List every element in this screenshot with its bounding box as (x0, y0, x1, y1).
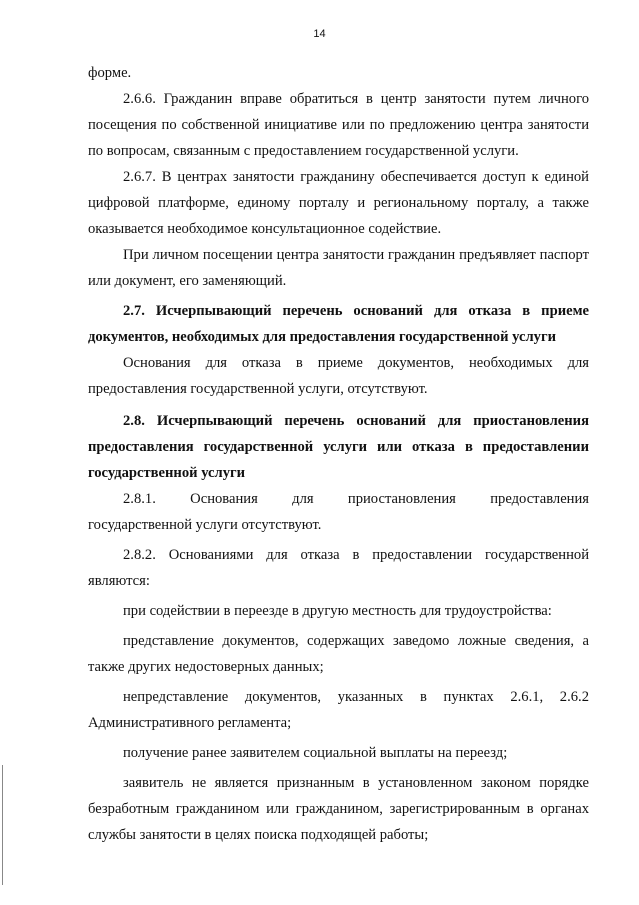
paragraph-continuation: форме. (88, 65, 132, 81)
page-number: 14 (313, 28, 326, 40)
paragraph-personal-visit: При личном посещении центра занятости гражданин предъявляет паспорт или документ, его заменяющий. (88, 247, 589, 289)
word: для (292, 491, 314, 507)
list-item: заявитель не является признанным в установленном законом порядке безработным гражданином или гражданином, зарегистрированным в органах службы занятости в целях поиска подходящей работы; (88, 775, 589, 843)
paragraph-2-8-1-tail: государственной услуги отсутствуют. (88, 517, 322, 533)
paragraph-2-6-6: 2.6.6. Гражданин вправе обратиться в центр занятости путем личного посещения по собственной инициативе или по предложению центра занятости по вопросам, связанным с предоставлением государственной услуги. (88, 91, 589, 159)
page-body (88, 60, 589, 848)
word: Основания (190, 491, 258, 507)
word: 2.8.1. (123, 491, 156, 507)
heading-2-8: 2.8. Исчерпывающий перечень оснований для приостановления предоставления государственной услуги или отказа в предоставлении государственной услуги (88, 413, 589, 481)
paragraph-no-refusal-grounds: Основания для отказа в приеме документов, необходимых для предоставления государственной услуги, отсутствуют. (88, 355, 589, 397)
word: приостановления (347, 491, 456, 507)
paragraph-2-8-1-first-line (88, 486, 589, 512)
paragraph-2-6-7: 2.6.7. В центрах занятости гражданину обеспечивается доступ к единой цифровой платформе, единому порталу и региональному порталу, а также оказывается необходимое консультационное содействие. (88, 169, 589, 237)
word: предоставления (490, 491, 589, 507)
list-item: представление документов, содержащих заведомо ложные сведения, а также других недостоверных данных; (88, 633, 589, 675)
list-item: получение ранее заявителем социальной выплаты на переезд; (123, 745, 508, 761)
heading-2-7: 2.7. Исчерпывающий перечень оснований для отказа в приеме документов, необходимых для предоставления государственной услуги (88, 303, 589, 345)
list-item: непредставление документов, указанных в пунктах 2.6.1, 2.6.2 Административного регламента; (88, 689, 589, 731)
list-item: при содействии в переезде в другую местность для трудоустройства: (123, 603, 552, 619)
paragraph-2-8-2: 2.8.2. Основаниями для отказа в предоставлении государственной являются: (88, 547, 589, 589)
scan-edge-line (2, 765, 3, 885)
